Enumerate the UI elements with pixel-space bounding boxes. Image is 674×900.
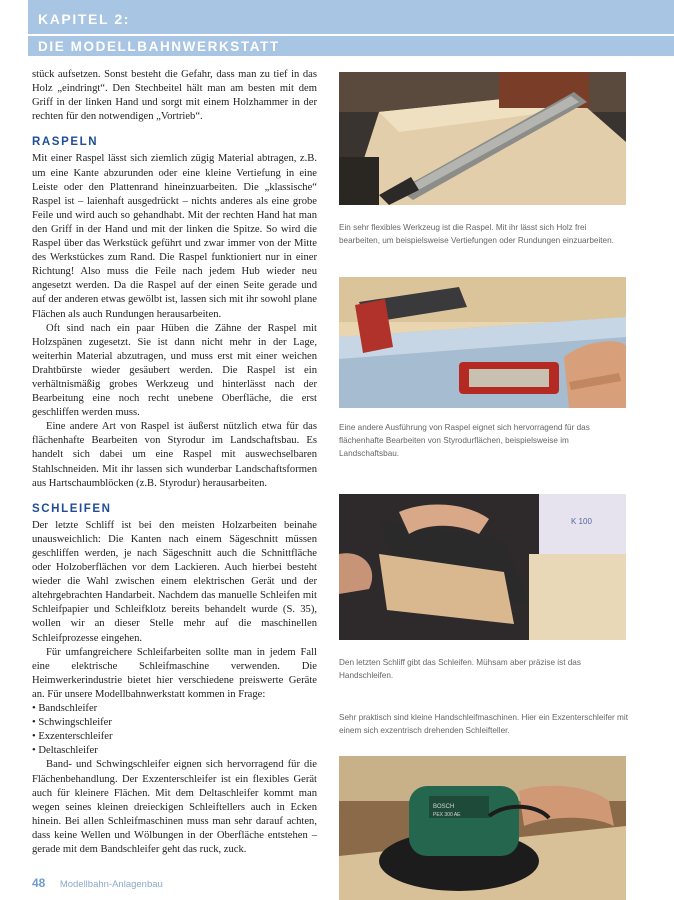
photo-rasp-on-wood: [339, 72, 626, 205]
caption-hand-sanding: Den letzten Schliff gibt das Schleifen. Mühsam aber präzise ist das Handschleifen.: [339, 658, 581, 680]
paragraph-raspel-cleaning: Oft sind nach ein paar Hüben die Zähne der Raspel mit Holzspänen zugesetzt. Sie ist dann nicht mehr in der Lage, weiterhin Material abzutragen, und muss erst mit einer weichen Drahtbürste wieder gesäubert werden. Die Raspel ist ein verhältnismäßig grobes Werkzeug und hinterlässt nach der Bearbeitung eine noch recht unebene Oberfläche, die erst geschliffen werden muss.: [32, 322, 317, 419]
main-text-column: [32, 68, 317, 857]
paragraph-raspel-intro: Mit einer Raspel lässt sich ziemlich zügig Material abtragen, z.B. um eine Kante abzurunden oder eine kleine Vertiefung in eine Leiste oder den Plattenrand hineinzuarbeiten. Die „klassische“ Raspel ist – laienhaft ausgedrückt – nichts anderes als eine grobe Feile und wird auch so gehandhabt. Mit der rechten Hand hat man den Griff in der Hand und mit der linken die Spitze. So wird die Raspel über das Werkstück geführt und zwar immer von der Mitte des Werkstückes zum Rand. Die Raspel funktioniert nur in einer Richtung! Also muss die Feile nach jedem Hub wieder neu angesetzt werden. Da die Raspel auf der einen Seite gerade und auf der anderen etwas gewölbt ist, lassen sich mit ihr sowohl plane Flächen als auch Rundungen herausarbeiten.: [32, 153, 317, 320]
heading-raspeln: RASPELN: [32, 136, 99, 149]
caption-styrodur: Eine andere Ausführung von Raspel eignet sich hervorragend für das flächenhafte Bearbeiten von Styrodurflächen, beispielsweise im Landschaftsbau.: [339, 423, 590, 458]
chapter-title: DIE MODELLBAHNWERKSTATT: [38, 39, 280, 54]
publication-title: Modellbahn-Anlagenbau: [59, 879, 163, 890]
chapter-label: KAPITEL 2:: [38, 11, 130, 27]
sander-type-list: [32, 702, 317, 758]
caption-rasp: Ein sehr flexibles Werkzeug ist die Raspel. Mit ihr lässt sich Holz frei bearbeiten, um beispielsweise Vertiefungen oder Rundungen einzuarbeiten.: [339, 223, 614, 245]
list-item: • Schwingschleifer: [32, 716, 317, 730]
sanding-paper-label: K 100: [571, 517, 592, 526]
paragraph-intro: stück aufsetzen. Sonst besteht die Gefahr, dass man zu tief in das Holz „eindringt“. Den Stechbeitel hält man am besten mit dem Griff in der linken Hand und sorgt mit einem Holzhammer in der rechten für den notwendigen „Vortrieb“.: [32, 69, 317, 123]
page-footer: [32, 874, 163, 892]
paragraph-raspel-styrodur: Eine andere Art von Raspel ist äußerst nützlich etwa für das flächenhafte Bearbeiten von Styrodur im Landschaftsbau. Es handelt sich dabei um eine Raspel mit auswechselbaren Stahlschneiden. Mit ihr lassen sich wunderbar Landschaftsformen aus Hartschaumblöcken (z.B. Styrodur) herausarbeiten.: [32, 421, 317, 489]
paragraph-schleifen-intro: Der letzte Schliff ist bei den meisten Holzarbeiten beinahe unausweichlich: Die Kanten nach einem Sägeschnitt müssen geschliffen werden, je nach Sägeschnitt auch die Schnittfläche oder Holzoberflächen vor dem Lackieren. Auch hierbei besteht wieder die Wahl zwischen einem elektrischen Gerät und der altehrgebrachten Handarbeit. Nachdem das manuelle Schleifen mit Schleifpapier und Schleifklotz bereits behandelt wurde (S. 35), wollen wir an dieser Stelle mehr auf die maschinellen Schleifprozesse eingehen.: [32, 519, 317, 644]
list-item: • Exzenterschleifer: [32, 730, 317, 744]
header-divider: [28, 34, 674, 36]
list-item: • Deltaschleifer: [32, 744, 317, 758]
page-number: 48: [32, 876, 46, 890]
photo-orbital-sander: [339, 756, 626, 900]
heading-schleifen: SCHLEIFEN: [32, 502, 112, 515]
sander-brand-label: BOSCH: [433, 804, 455, 810]
caption-orbital-sander: Sehr praktisch sind kleine Handschleifmaschinen. Hier ein Exzenterschleifer mit einem sich exzentrisch drehenden Schleifteller.: [339, 713, 628, 735]
list-item: • Bandschleifer: [32, 702, 317, 716]
photo-styrodur-rasp: [339, 277, 626, 408]
paragraph-schleifmaschine: Für umfangreichere Schleifarbeiten sollte man in jedem Fall eine elektrische Schleifmaschine verwenden. Die Heimwerkerindustrie bietet hier verschiedene preiswerte Geräte an. Für unsere Modellbahnwerkstatt kommen in Frage:: [32, 646, 317, 700]
paragraph-sander-usage: Band- und Schwingschleifer eignen sich hervorragend für die Flächenbehandlung. Der Exzenterschleifer ist ein flexibles Gerät auch für kleinere Flächen. Mit dem Deltaschleifer kommt man wegen seines kleinen dreieckigen Schleiftellers auch in Ecken hinein. Bei allen Schleifmaschinen muss man sehr darauf achten, dass keine Wellen und Wölbungen in der Oberfläche entstehen – gerade mit dem Bandschleifer geht das ruck, zuck.: [32, 759, 317, 855]
photo-hand-sanding: [339, 494, 626, 640]
sander-model-label: PEX 300 AE: [433, 812, 461, 818]
